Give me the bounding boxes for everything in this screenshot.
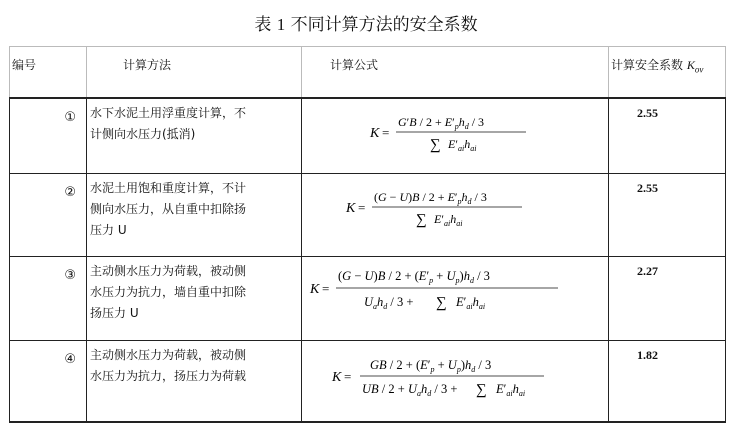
row-safety-factor: 2.27 bbox=[609, 256, 726, 340]
safety-factor-table bbox=[9, 46, 726, 423]
svg-text:(G − U)B / 2 + E′phd / 3: $(G - U)B / 2 + E'_ph_d / 3$ bbox=[374, 189, 487, 206]
header-method: 计算方法 bbox=[87, 47, 302, 99]
header-formula: 计算公式 bbox=[302, 47, 609, 99]
row-method: 主动侧水压力为荷载，被动侧 水压力为抗力，墙自重中扣除 扬压力 U bbox=[87, 256, 302, 340]
row-formula bbox=[302, 98, 609, 173]
svg-text:∑: ∑ bbox=[436, 294, 447, 311]
table-caption: 表 1 不同计算方法的安全系数 bbox=[254, 15, 478, 35]
row-id: ② bbox=[10, 173, 87, 256]
row-safety-factor: 1.82 bbox=[609, 340, 726, 422]
svg-text:E′aihai: $E'_{ai}h_{ai}$ bbox=[434, 211, 463, 228]
svg-text:=: = bbox=[322, 280, 330, 296]
formula-3 bbox=[302, 267, 600, 319]
table-row bbox=[10, 340, 726, 422]
svg-text:K: K bbox=[310, 281, 320, 297]
formula-4 bbox=[308, 351, 598, 403]
svg-text:E′aihai: $E'_{ai}h_{ai}$ bbox=[456, 294, 486, 311]
table-row bbox=[10, 173, 726, 256]
row-method: 水下水泥土用浮重度计算，不 计侧向水压力(抵消) bbox=[87, 98, 302, 173]
svg-text:=: = bbox=[358, 199, 366, 215]
svg-text:E′aihai: $E'_{ai}h_{ai}$ bbox=[496, 381, 526, 398]
svg-text:K: K bbox=[346, 200, 356, 216]
svg-text:G′B / 2 + E′phd / 3: $G'B / 2 + E'_ph_d / 3$ bbox=[398, 115, 485, 131]
row-formula bbox=[302, 256, 609, 340]
svg-text:K: K bbox=[370, 126, 380, 141]
svg-text:=: = bbox=[382, 125, 390, 140]
row-safety-factor: 2.55 bbox=[609, 98, 726, 173]
table-row bbox=[10, 256, 726, 340]
svg-text:K: K bbox=[332, 369, 342, 385]
formula-2 bbox=[308, 184, 598, 234]
table-row bbox=[10, 98, 726, 173]
row-safety-factor: 2.55 bbox=[609, 173, 726, 256]
svg-text:∑: ∑ bbox=[476, 381, 487, 398]
svg-text:Uahd / 3 +: $U_ah_d / 3$ + bbox=[364, 294, 414, 311]
svg-text:E′aihai: $E'_{ai}h_{ai}$ bbox=[448, 137, 477, 153]
svg-text:UB / 2 + Uahd / 3 +: UB / $2 + U_ah_d / 3$ + bbox=[362, 381, 458, 398]
svg-text:GB / 2 + (E′p + Up)hd / 3: GB / $2 + (E'_p + U_p)h_d / 3$ bbox=[370, 357, 492, 374]
header-safety-factor: 计算安全系数 $K_{ov}$ bbox=[609, 47, 726, 99]
row-formula bbox=[302, 340, 609, 422]
row-id: ③ bbox=[10, 256, 87, 340]
row-method: 主动侧水压力为荷载，被动侧 水压力为抗力，扬压力为荷载 bbox=[87, 340, 302, 422]
svg-text:(G − U)B / 2 + (E′p + Up)hd /: $(G - U)B / 2 + (E'_p + U_p)h_d / 3$ bbox=[338, 268, 490, 285]
svg-text:=: = bbox=[344, 368, 352, 384]
svg-text:∑: ∑ bbox=[430, 137, 441, 153]
formula-1 bbox=[308, 109, 598, 159]
row-id: ① bbox=[10, 98, 87, 173]
header-id: 编号 bbox=[10, 47, 87, 99]
row-id: ④ bbox=[10, 340, 87, 422]
row-formula bbox=[302, 173, 609, 256]
svg-text:∑: ∑ bbox=[416, 211, 427, 228]
row-method: 水泥土用饱和重度计算，不计 侧向水压力，从自重中扣除扬 压力 U bbox=[87, 173, 302, 256]
table-header-row bbox=[10, 47, 726, 99]
